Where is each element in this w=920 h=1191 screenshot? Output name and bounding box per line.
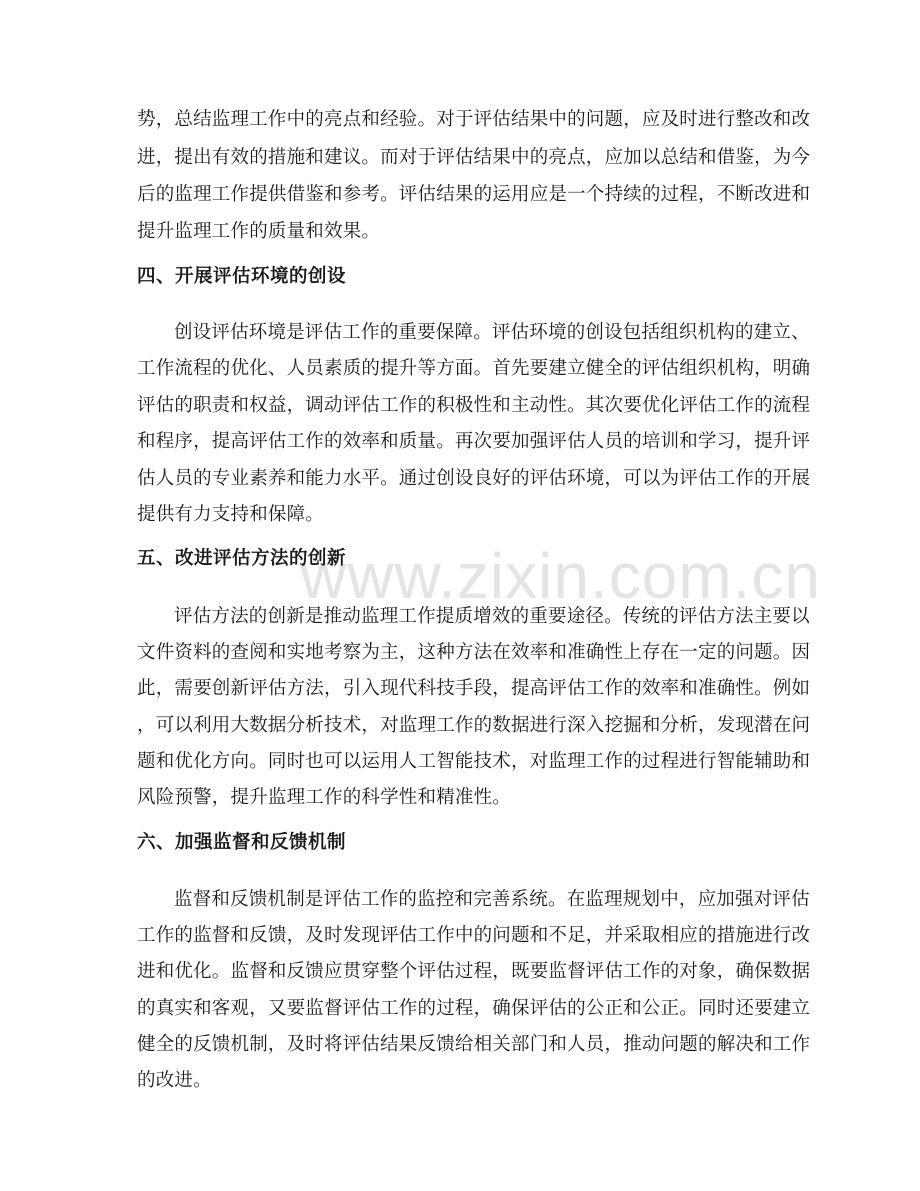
paragraph-line: 估人员的专业素养和能力水平。通过创设良好的评估环境，可以为评估工作的开展: [137, 468, 811, 489]
section-heading: 六、加强监督和反馈机制: [137, 832, 347, 853]
paragraph-line: 势，总结监理工作中的亮点和经验。对于评估结果中的问题，应及时进行整改和改: [137, 109, 811, 130]
paragraph-line: 风险预警，提升监理工作的科学性和精准性。: [137, 787, 512, 808]
paragraph-line: 后的监理工作提供借鉴和参考。评估结果的运用应是一个持续的过程，不断改进和: [137, 184, 811, 205]
paragraph-line: ，可以利用大数据分析技术，对监理工作的数据进行深入挖掘和分析，发现潜在问: [137, 715, 811, 736]
paragraph-line: 监督和反馈机制是评估工作的监控和完善系统。在监理规划中，应加强对评估: [174, 889, 810, 910]
paragraph-line: 此，需要创新评估方法，引入现代科技手段，提高评估工作的效率和准确性。例如: [137, 678, 811, 699]
paragraph-line: 评估的职责和权益，调动评估工作的积极性和主动性。其次要优化评估工作的流程: [137, 395, 811, 416]
paragraph-line: 和程序，提高评估工作的效率和质量。再次要加强评估人员的培训和学习，提升评: [137, 431, 811, 452]
paragraph-line: 工作的监督和反馈，及时发现评估工作中的问题和不足，并采取相应的措施进行改: [137, 925, 811, 946]
section-heading: 四、开展评估环境的创设: [137, 266, 347, 287]
paragraph-line: 评估方法的创新是推动监理工作提质增效的重要途径。传统的评估方法主要以: [174, 606, 810, 627]
paragraph-line: 的改进。: [137, 1070, 212, 1091]
paragraph-line: 文件资料的查阅和实地考察为主，这种方法在效率和准确性上存在一定的问题。因: [137, 642, 811, 663]
paragraph-line: 进，提出有效的措施和建议。而对于评估结果中的亮点，应加以总结和借鉴，为今: [137, 147, 811, 168]
paragraph-line: 健全的反馈机制，及时将评估结果反馈给相关部门和人员，推动问题的解决和工作: [137, 1034, 811, 1055]
paragraph-line: 创设评估环境是评估工作的重要保障。评估环境的创设包括组织机构的建立、: [174, 322, 810, 343]
paragraph-line: 的真实和客观，又要监督评估工作的过程，确保评估的公正和公正。同时还要建立: [137, 998, 811, 1019]
watermark: www.zixin.com.cn: [300, 540, 821, 612]
paragraph-line: 工作流程的优化、人员素质的提升等方面。首先要建立健全的评估组织机构，明确: [137, 358, 811, 379]
paragraph-line: 题和优化方向。同时也可以运用人工智能技术，对监理工作的过程进行智能辅助和: [137, 751, 811, 772]
section-heading: 五、改进评估方法的创新: [137, 548, 347, 569]
paragraph-line: 提供有力支持和保障。: [137, 504, 325, 525]
paragraph-line: 提升监理工作的质量和效果。: [137, 221, 381, 242]
paragraph-line: 进和优化。监督和反馈应贯穿整个评估过程，既要监督评估工作的对象，确保数据: [137, 961, 811, 982]
